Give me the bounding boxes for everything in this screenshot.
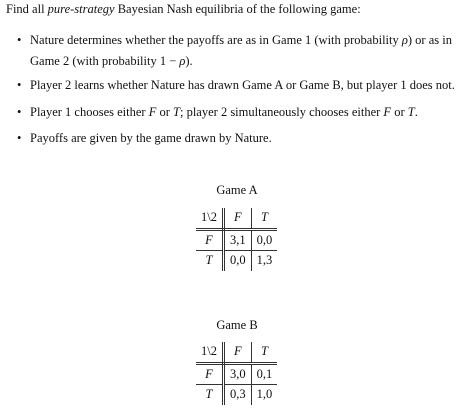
game-b-row-header: F: [196, 363, 223, 385]
bullet-player2-learns: • Player 2 learns whether Nature has drawn Game A or Game B, but player 1 does not.: [17, 78, 455, 92]
payoff-cell: 0,0: [223, 251, 251, 271]
bullet-payoffs: • Payoffs are given by the game drawn by Nature.: [17, 131, 272, 146]
bullet-choices: • Player 1 chooses either F or T; player 2 simultaneously chooses either F or T.: [17, 104, 418, 119]
payoff-cell: 3,1: [223, 229, 251, 251]
game-a-col-header: F: [223, 208, 251, 229]
game-b-table: [196, 342, 277, 405]
game-b-row-header: T: [196, 385, 223, 405]
payoff-cell: 1,3: [256, 253, 273, 268]
game-a-col-header: T: [251, 208, 277, 229]
table-row: [196, 363, 277, 385]
payoff-cell: 0,1: [251, 363, 277, 385]
payoff-cell: 0,3: [223, 385, 251, 405]
bullet-marker: •: [17, 33, 22, 47]
bullet-nature: • Nature determines whether the payoffs are as in Game 1 (with probability ρ) or as in Game 2 (with probability 1 − ρ).: [14, 30, 470, 72]
game-a-table: [196, 208, 277, 271]
bullet-marker: •: [17, 104, 22, 119]
game-a-title: Game A: [216, 183, 258, 197]
game-a-row-header: F: [196, 229, 223, 251]
intro-text: Find all pure-strategy Bayesian Nash equilibria of the following game:: [6, 2, 361, 16]
game-a-corner: 1\2: [196, 208, 223, 229]
game-b-title: Game B: [216, 318, 258, 332]
game-b-col-header: F: [223, 342, 251, 363]
game-b-col-header: T: [251, 342, 277, 363]
payoff-cell: 3,0: [223, 363, 251, 385]
table-row: [196, 385, 277, 405]
bullet-marker: •: [17, 131, 22, 146]
bullet-list: [14, 30, 470, 158]
intro-emphasis: pure-strategy: [47, 2, 115, 16]
game-a-row-header: T: [196, 251, 223, 271]
game-b-corner: 1\2: [196, 342, 223, 363]
bullet-marker: •: [17, 78, 22, 92]
table-row: [196, 229, 277, 251]
table-row: [196, 251, 277, 271]
payoff-cell: 0,0: [251, 229, 277, 251]
payoff-cell: 1,0: [256, 387, 273, 402]
